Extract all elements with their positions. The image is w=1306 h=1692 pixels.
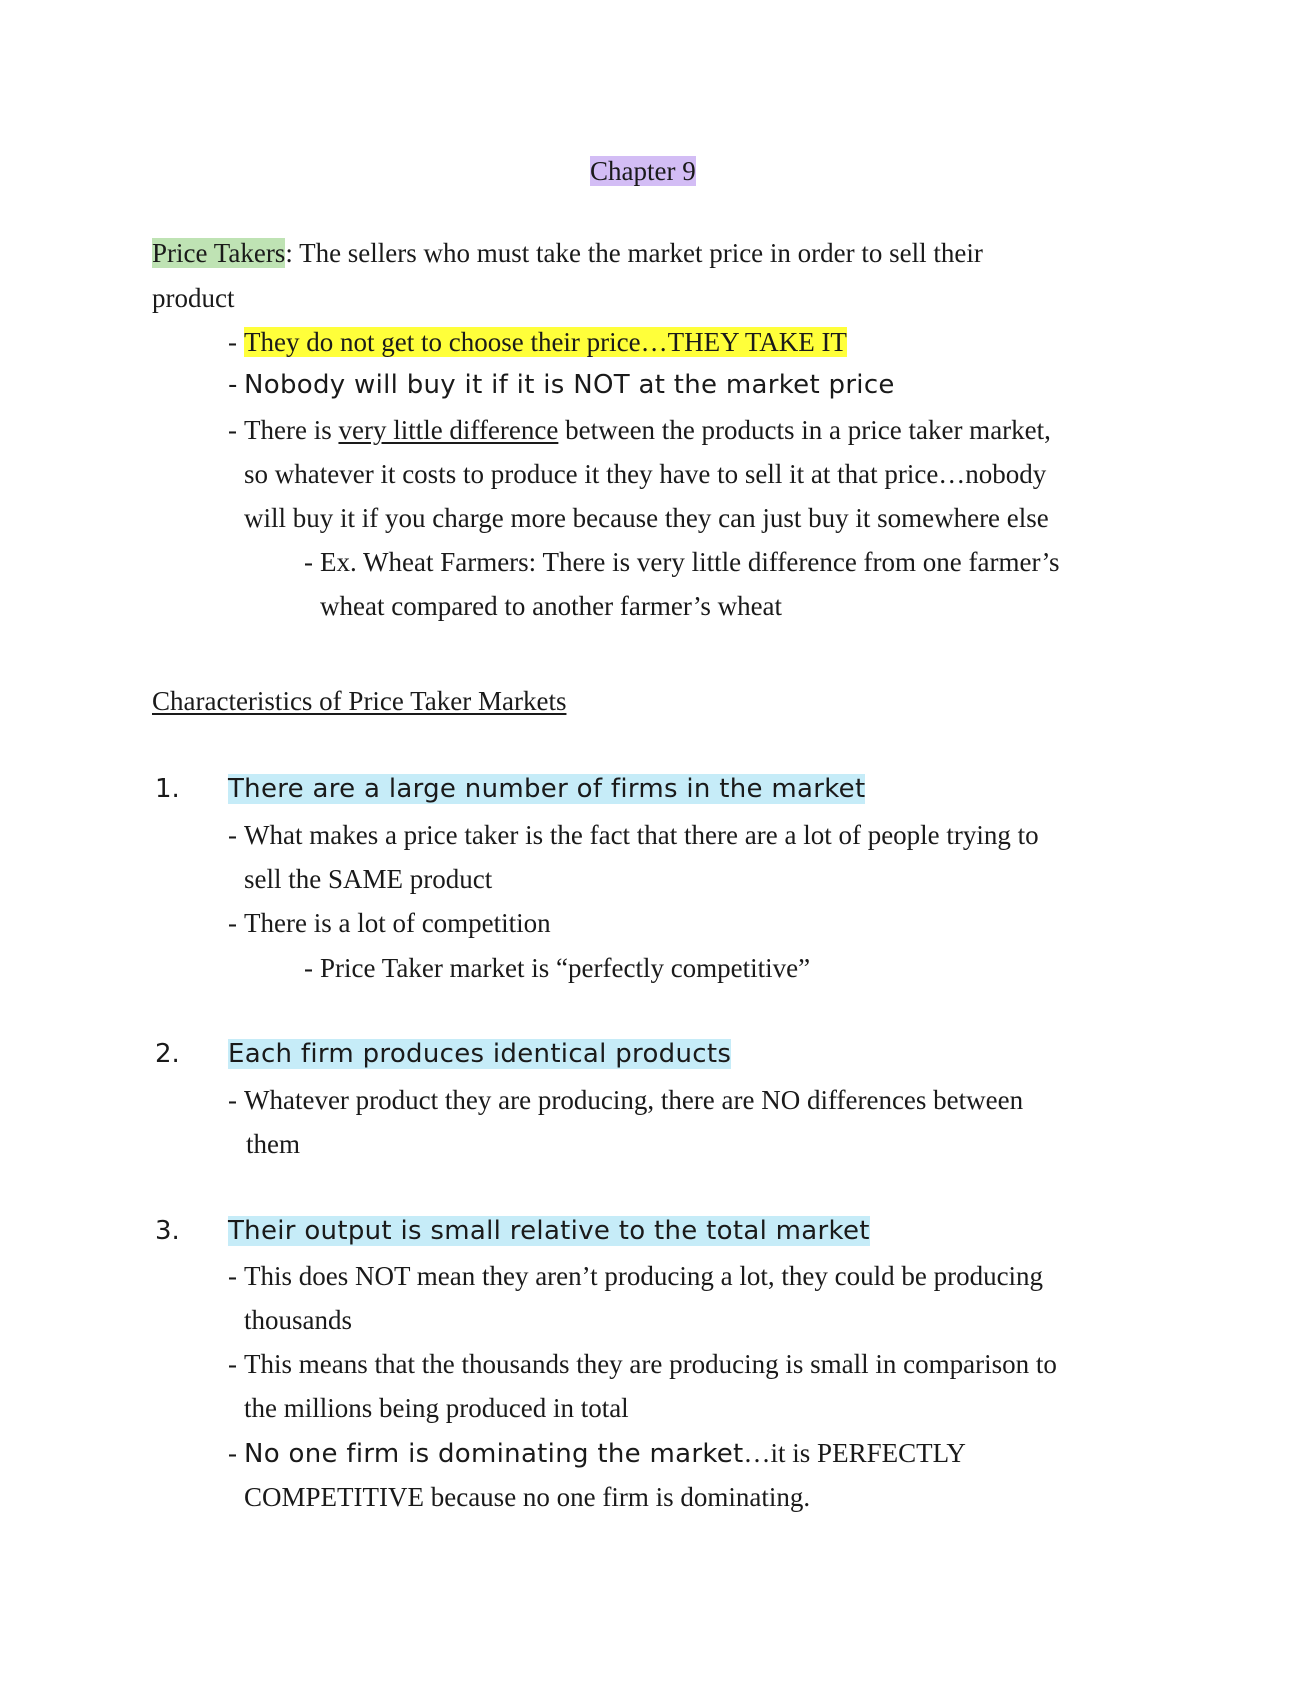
item-1-bullet-2: - There is a lot of competition [228, 908, 551, 938]
definition-text: : The sellers who must take the market price in order to sell their [285, 238, 983, 268]
item-2-bullet-1: - Whatever product they are producing, there are NO differences between [228, 1085, 1024, 1115]
definition-line-1 [152, 236, 983, 270]
intro-bullet-2: - Nobody will buy it if it is NOT at the market price [228, 370, 895, 400]
item-1-sub-bullet-1: - Price Taker market is “perfectly competitive” [304, 953, 811, 983]
item-3-bullet-3: - No one firm is dominating the market…it is PERFECTLY [228, 1438, 966, 1469]
item-2-bullet-1-line-2: them [246, 1129, 300, 1159]
underlined-text: very little difference [338, 415, 559, 445]
item-3-bullet-1: - This does NOT mean they aren’t producing a lot, they could be producing [228, 1261, 1044, 1291]
item-3-heading: Their output is small relative to the total market [228, 1216, 870, 1246]
item-2-number: 2. [155, 1039, 180, 1069]
definition-line-2: product [152, 283, 235, 313]
item-2-heading: Each firm produces identical products [228, 1039, 732, 1069]
item-3-number: 3. [155, 1216, 180, 1246]
item-3-bullet-2-line-2: the millions being produced in total [244, 1393, 629, 1423]
intro-sub-bullet-1-line-2: wheat compared to another farmer’s wheat [320, 591, 783, 621]
item-3-bullet-2: - This means that the thousands they are producing is small in comparison to [228, 1349, 1057, 1379]
page-title [590, 154, 696, 188]
intro-bullet-1: - They do not get to choose their price…THEY TAKE IT [228, 327, 847, 357]
item-3-bullet-3-line-2: COMPETITIVE because no one firm is dominating. [244, 1482, 811, 1512]
intro-sub-bullet-1: - Ex. Wheat Farmers: There is very little difference from one farmer’s [304, 547, 1060, 577]
definition-term: Price Takers [152, 238, 286, 268]
intro-bullet-3-line-3: will buy it if you charge more because they can just buy it somewhere else [244, 503, 1049, 533]
item-3-bullet-1-line-2: thousands [244, 1305, 352, 1335]
intro-bullet-3-line-2: so whatever it costs to produce it they have to sell it at that price…nobody [244, 459, 1047, 489]
item-1-number: 1. [155, 774, 180, 804]
section-heading: Characteristics of Price Taker Markets [152, 686, 567, 716]
item-1-bullet-1-line-2: sell the SAME product [244, 864, 493, 894]
intro-bullet-3: - There is very little difference between the products in a price taker market, [228, 415, 1051, 445]
item-1-heading: There are a large number of firms in the market [228, 774, 866, 804]
highlighted-text: They do not get to choose their price…THEY TAKE IT [244, 327, 847, 357]
item-1-bullet-1: - What makes a price taker is the fact that there are a lot of people trying to [228, 820, 1039, 850]
title-highlight: Chapter 9 [590, 156, 696, 186]
